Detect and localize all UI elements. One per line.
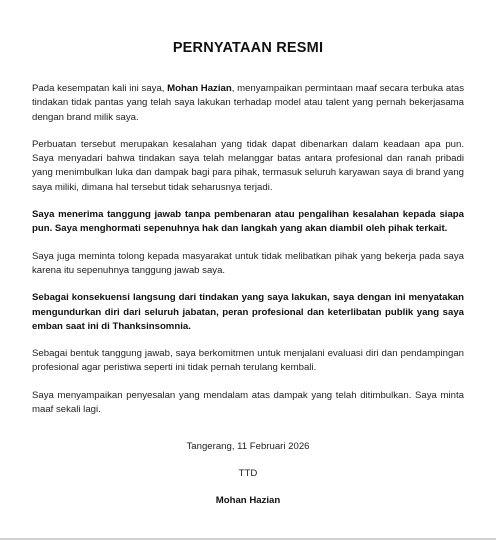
- place-date: Tangerang, 11 Februari 2026: [186, 441, 310, 453]
- paragraph-acknowledgement: Perbuatan tersebut merupakan kesalahan yang tidak dapat dibenarkan dalam keadaan apa pun. Saya menyadari bahwa tindakan saya telah melanggar batas antara profesional dan ranah pribadi yang menimbulkan luka dan dampak bagi para pihak, termasuk seluruh karyawan saya di brand yang saya miliki, dimana hal tersebut tidak seharusnya terjadi.: [32, 138, 464, 193]
- paragraph-apology-intro: [32, 82, 464, 125]
- paragraph-resignation: Sebagai konsekuensi langsung dari tindakan yang saya lakukan, saya dengan ini menyatakan mengundurkan diri dari seluruh jabatan, peran profesional dan keterlibatan publik yang saya emban saat ini di Thanksinsomnia.: [32, 292, 464, 332]
- paragraph-intro-end: , menyampaikan permintaan maaf secara terbuka atas tindakan tidak pantas yang telah saya lakukan terhadap model atau talent yang pernah bekerjasama dengan brand milik saya.: [32, 83, 464, 123]
- document-title: PERNYATAAN RESMI: [172, 40, 324, 56]
- signature-mark: TTD: [238, 468, 258, 480]
- paragraph-public-request: Saya juga meminta tolong kepada masyarakat untuk tidak melibatkan pihak yang bekerja pada saya karena itu sepenuhnya tanggung jawab saya.: [32, 250, 464, 276]
- paragraph-intro-start: Pada kesempatan kali ini saya,: [32, 83, 168, 94]
- paragraph-responsibility: Saya menerima tanggung jawab tanpa pembenaran atau pengalihan kesalahan kepada siapa pun. Saya menghormati sepenuhnya hak dan langkah yang akan diambil oleh pihak terkait.: [32, 209, 464, 235]
- paragraph-commitment: Sebagai bentuk tanggung jawab, saya berkomitmen untuk menjalani evaluasi diri dan pendampingan profesional agar peristiwa seperti ini tidak pernah terulang kembali.: [32, 348, 464, 374]
- signer-name: Mohan Hazian: [215, 495, 281, 507]
- paragraph-closing: Saya menyampaikan penyesalan yang mendalam atas dampak yang telah ditimbulkan. Saya minta maaf sekali lagi.: [32, 389, 464, 416]
- author-name-inline: Mohan Hazian: [167, 83, 232, 94]
